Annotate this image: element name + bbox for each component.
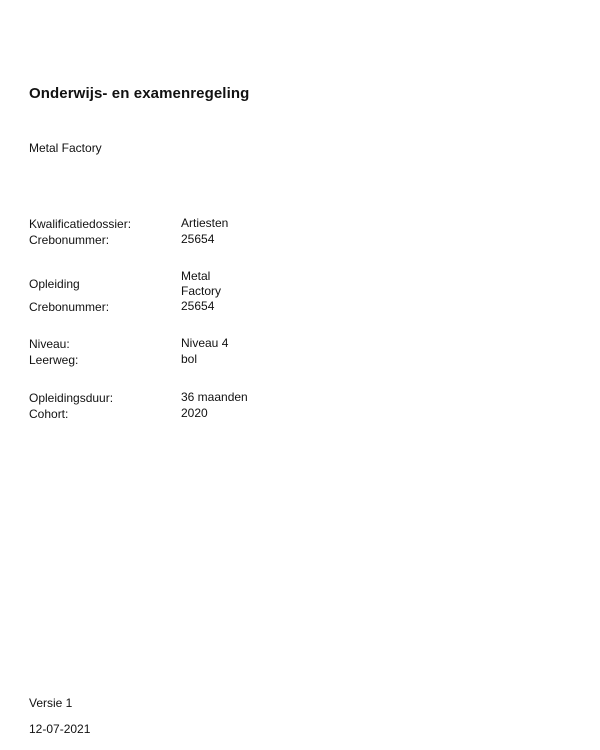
field-value: bol xyxy=(181,352,198,366)
page-title: Onderwijs- en examenregeling xyxy=(29,85,250,102)
field-value: Niveau 4 xyxy=(181,336,229,350)
field-label: Kwalificatiedossier: xyxy=(29,217,132,231)
version-label: Versie 1 xyxy=(29,696,73,710)
field-label: Crebonummer: xyxy=(29,300,110,314)
field-value: 25654 xyxy=(181,299,215,313)
field-label: Cohort: xyxy=(29,407,69,421)
field-label: Niveau: xyxy=(29,337,70,351)
field-label: Opleidingsduur: xyxy=(29,391,114,405)
field-label: Opleiding xyxy=(29,277,80,291)
field-value: Metal Factory xyxy=(181,269,222,298)
field-value: 25654 xyxy=(181,232,215,246)
field-value: Artiesten xyxy=(181,216,229,230)
field-label: Leerweg: xyxy=(29,353,79,367)
document-subtitle: Metal Factory xyxy=(29,141,102,155)
field-value: 2020 xyxy=(181,406,208,420)
document-date: 12-07-2021 xyxy=(29,722,91,736)
field-value: 36 maanden xyxy=(181,390,248,404)
field-label: Crebonummer: xyxy=(29,233,110,247)
